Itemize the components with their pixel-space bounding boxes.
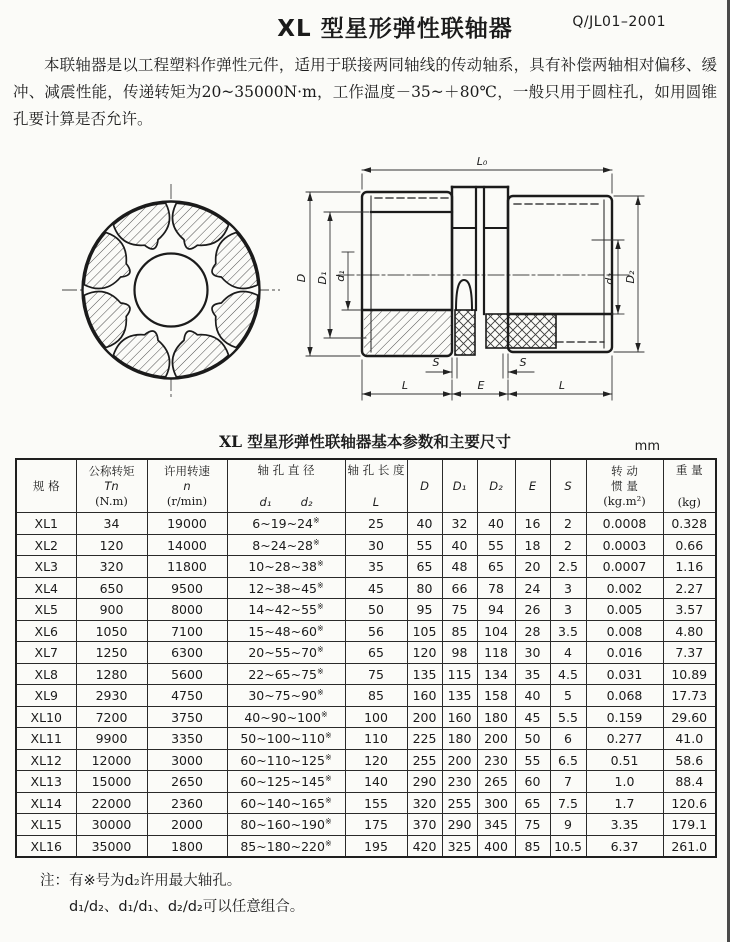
cell-D1: 230 [442,771,477,793]
dim-label-d2: d₂ [603,273,616,286]
cell-n: 4750 [147,685,227,707]
section-view [295,155,644,400]
cell-S: 3.5 [550,620,586,642]
cell-tn: 30000 [76,814,147,836]
cell-model: XL3 [16,556,76,578]
cell-model: XL2 [16,534,76,556]
table-row [16,771,716,793]
cell-D: 105 [407,620,442,642]
cell-D1: 48 [442,556,477,578]
table-row [16,835,716,857]
cell-E: 20 [515,556,550,578]
cell-tn: 1280 [76,663,147,685]
dim-label-S-left: S [432,356,440,370]
table-row [16,663,716,685]
cell-D: 420 [407,835,442,857]
table-row [16,706,716,728]
cell-n: 3000 [147,749,227,771]
spider-section-right [486,314,556,348]
max-bore-mark: ※ [316,602,324,612]
cell-D2: 158 [477,685,515,707]
cell-D2: 94 [477,599,515,621]
cell-tn: 9900 [76,728,147,750]
max-bore-mark: ※ [316,645,324,655]
dim-label-D1: D₁ [316,271,329,285]
max-bore-mark: ※ [320,709,328,719]
cell-l: 85 [345,685,407,707]
col-header-weight: 重 量 (kg) [663,459,716,513]
cell-model: XL10 [16,706,76,728]
cell-E: 30 [515,642,550,664]
col-header-D2: D₂ [477,459,515,513]
cell-E: 28 [515,620,550,642]
cell-j: 6.37 [586,835,663,857]
cell-n: 2650 [147,771,227,793]
cell-w: 4.80 [663,620,716,642]
cell-l: 30 [345,534,407,556]
cell-E: 50 [515,728,550,750]
cell-D1: 200 [442,749,477,771]
cell-D: 120 [407,642,442,664]
cell-D: 40 [407,513,442,535]
cell-j: 0.0008 [586,513,663,535]
table-row [16,599,716,621]
cell-j: 1.0 [586,771,663,793]
cell-w: 2.27 [663,577,716,599]
spider-section-left [455,310,475,355]
max-bore-mark: ※ [313,516,320,526]
note-line-2: d₁/d₂、d₁/d₁、d₂/d₂可以任意组合。 [69,898,305,915]
cell-l: 100 [345,706,407,728]
cell-model: XL1 [16,513,76,535]
cell-D1: 98 [442,642,477,664]
cell-j: 0.159 [586,706,663,728]
cell-d: 30~75~90※ [227,685,345,707]
cell-n: 3750 [147,706,227,728]
cell-D2: 200 [477,728,515,750]
cell-l: 25 [345,513,407,535]
cell-D: 225 [407,728,442,750]
cell-d: 6~19~24※ [227,513,345,535]
table-row [16,728,716,750]
table-row [16,534,716,556]
cell-E: 55 [515,749,550,771]
cell-D: 80 [407,577,442,599]
cell-w: 88.4 [663,771,716,793]
max-bore-mark: ※ [316,559,324,569]
cell-D1: 115 [442,663,477,685]
cell-tn: 2930 [76,685,147,707]
cell-D1: 255 [442,792,477,814]
cell-n: 14000 [147,534,227,556]
col-header-D1: D₁ [442,459,477,513]
cell-j: 0.0007 [586,556,663,578]
table-row [16,513,716,535]
cell-tn: 1250 [76,642,147,664]
table-title-row [0,430,730,454]
table-row [16,749,716,771]
intro-paragraph: 本联轴器是以工程塑料作弹性元件，适用于联接两同轴线的传动轴系，具有补偿两轴相对偏移、缓冲、减震性能，传递转矩为20~35000N·m，工作温度－35~＋80℃，一般只用于圆柱孔，如用圆锥孔要计算是否允许。 [13,56,717,128]
cell-D1: 135 [442,685,477,707]
cell-j: 0.068 [586,685,663,707]
document-header [0,0,730,46]
max-bore-mark: ※ [313,537,320,547]
cell-d: 8~24~28※ [227,534,345,556]
cell-w: 0.328 [663,513,716,535]
cell-model: XL15 [16,814,76,836]
table-unit: mm [634,439,660,455]
cell-D2: 55 [477,534,515,556]
cell-l: 155 [345,792,407,814]
dim-label-L-left: L [401,379,409,393]
cell-S: 5.5 [550,706,586,728]
cell-j: 0.008 [586,620,663,642]
max-bore-mark: ※ [324,774,332,784]
cell-D2: 78 [477,577,515,599]
cell-l: 120 [345,749,407,771]
cell-tn: 35000 [76,835,147,857]
cell-w: 7.37 [663,642,716,664]
table-row [16,685,716,707]
cell-E: 65 [515,792,550,814]
cell-l: 65 [345,642,407,664]
cell-S: 10.5 [550,835,586,857]
dim-label-L-right: L [558,379,566,393]
cell-j: 0.016 [586,642,663,664]
cell-j: 0.51 [586,749,663,771]
cell-j: 0.0003 [586,534,663,556]
cell-D2: 400 [477,835,515,857]
cell-tn: 320 [76,556,147,578]
col-header-speed: 许用转速 n (r/min) [147,459,227,513]
cell-j: 0.002 [586,577,663,599]
cell-S: 9 [550,814,586,836]
cell-d: 80~160~190※ [227,814,345,836]
technical-drawing [0,132,730,428]
cell-d: 10~28~38※ [227,556,345,578]
table-row [16,577,716,599]
col-header-E: E [515,459,550,513]
cell-tn: 650 [76,577,147,599]
cell-l: 140 [345,771,407,793]
dim-label-d1: d₁ [334,270,347,283]
cell-l: 75 [345,663,407,685]
cell-D: 320 [407,792,442,814]
cell-model: XL4 [16,577,76,599]
cell-model: XL5 [16,599,76,621]
max-bore-mark: ※ [316,666,324,676]
cell-w: 0.66 [663,534,716,556]
cell-D2: 265 [477,771,515,793]
cell-D: 255 [407,749,442,771]
cell-l: 50 [345,599,407,621]
cell-D1: 160 [442,706,477,728]
cell-l: 45 [345,577,407,599]
cell-S: 2 [550,513,586,535]
cell-n: 2000 [147,814,227,836]
cell-l: 175 [345,814,407,836]
dim-label-D2: D₂ [624,270,637,284]
cell-S: 5 [550,685,586,707]
cell-E: 60 [515,771,550,793]
col-header-bore-length: 轴 孔 长 度 L [345,459,407,513]
cell-S: 6 [550,728,586,750]
cell-j: 3.35 [586,814,663,836]
cell-E: 26 [515,599,550,621]
cell-D2: 345 [477,814,515,836]
cell-D1: 85 [442,620,477,642]
max-bore-mark: ※ [324,752,332,762]
front-view [62,184,280,400]
cell-D: 290 [407,771,442,793]
cell-tn: 12000 [76,749,147,771]
cell-d: 40~90~100※ [227,706,345,728]
left-hub-hatch [364,312,452,355]
max-bore-mark: ※ [316,688,324,698]
col-header-bore-diameter: 轴 孔 直 径 d₁ d₂ [227,459,345,513]
dim-label-D: D [295,274,308,283]
cell-j: 1.7 [586,792,663,814]
cell-w: 10.89 [663,663,716,685]
cell-E: 24 [515,577,550,599]
cell-model: XL7 [16,642,76,664]
cell-w: 3.57 [663,599,716,621]
cell-E: 16 [515,513,550,535]
table-row [16,792,716,814]
cell-w: 41.0 [663,728,716,750]
cell-model: XL8 [16,663,76,685]
cell-S: 7.5 [550,792,586,814]
cell-E: 40 [515,685,550,707]
cell-n: 2360 [147,792,227,814]
cell-E: 75 [515,814,550,836]
cell-d: 60~110~125※ [227,749,345,771]
dim-label-S-right: S [519,356,527,370]
cell-model: XL12 [16,749,76,771]
cell-n: 3350 [147,728,227,750]
cell-D: 65 [407,556,442,578]
cell-d: 14~42~55※ [227,599,345,621]
bore-circle [135,254,208,327]
cell-D2: 134 [477,663,515,685]
cell-D: 55 [407,534,442,556]
max-bore-mark: ※ [324,795,332,805]
cell-n: 1800 [147,835,227,857]
table-header [16,459,716,513]
standard-code: Q/JL01–2001 [572,14,666,30]
cell-w: 261.0 [663,835,716,857]
cell-l: 35 [345,556,407,578]
cell-l: 110 [345,728,407,750]
cell-n: 6300 [147,642,227,664]
max-bore-mark: ※ [324,817,332,827]
cell-d: 22~65~75※ [227,663,345,685]
cell-D: 160 [407,685,442,707]
cell-D2: 118 [477,642,515,664]
cell-j: 0.005 [586,599,663,621]
cell-w: 58.6 [663,749,716,771]
max-bore-mark: ※ [316,580,324,590]
cell-D1: 40 [442,534,477,556]
cell-S: 2.5 [550,556,586,578]
cell-model: XL16 [16,835,76,857]
max-bore-mark: ※ [324,731,332,741]
cell-S: 7 [550,771,586,793]
cell-n: 11800 [147,556,227,578]
max-bore-mark: ※ [324,838,332,848]
cell-D1: 180 [442,728,477,750]
cell-d: 60~140~165※ [227,792,345,814]
cell-tn: 1050 [76,620,147,642]
cell-D1: 32 [442,513,477,535]
cell-S: 3 [550,577,586,599]
cell-D: 135 [407,663,442,685]
cell-w: 17.73 [663,685,716,707]
cell-D: 95 [407,599,442,621]
cell-E: 45 [515,706,550,728]
cell-n: 19000 [147,513,227,535]
cell-S: 4.5 [550,663,586,685]
cell-w: 179.1 [663,814,716,836]
table-title: XL 型星形弹性联轴器基本参数和主要尺寸 [219,432,511,452]
col-header-D: D [407,459,442,513]
table-body [16,513,716,858]
cell-w: 29.60 [663,706,716,728]
cell-S: 2 [550,534,586,556]
cell-D2: 300 [477,792,515,814]
cell-w: 1.16 [663,556,716,578]
col-header-spec: 规 格 [16,459,76,513]
cell-l: 56 [345,620,407,642]
cell-tn: 15000 [76,771,147,793]
cell-n: 8000 [147,599,227,621]
cell-model: XL6 [16,620,76,642]
table-row [16,642,716,664]
cell-E: 35 [515,663,550,685]
cell-E: 85 [515,835,550,857]
cell-D2: 104 [477,620,515,642]
parameters-table [15,458,717,858]
table-row [16,556,716,578]
cell-D: 370 [407,814,442,836]
cell-S: 6.5 [550,749,586,771]
cell-tn: 22000 [76,792,147,814]
note-line-1: 注：有※号为d₂许用最大轴孔。 [40,873,242,890]
cell-model: XL11 [16,728,76,750]
cell-D: 200 [407,706,442,728]
cell-E: 18 [515,534,550,556]
table-row [16,620,716,642]
cell-S: 3 [550,599,586,621]
cell-model: XL14 [16,792,76,814]
cell-D1: 325 [442,835,477,857]
cell-tn: 900 [76,599,147,621]
cell-D2: 40 [477,513,515,535]
cell-D1: 66 [442,577,477,599]
cell-n: 5600 [147,663,227,685]
cell-D1: 290 [442,814,477,836]
cell-d: 50~100~110※ [227,728,345,750]
cell-tn: 120 [76,534,147,556]
max-bore-mark: ※ [316,623,324,633]
cell-D1: 75 [442,599,477,621]
dim-label-L0: L₀ [476,155,488,169]
cell-d: 20~55~70※ [227,642,345,664]
cell-j: 0.031 [586,663,663,685]
page-title: XL 型星形弹性联轴器 [277,16,513,42]
cell-D2: 230 [477,749,515,771]
cell-tn: 34 [76,513,147,535]
table-row [16,814,716,836]
dim-label-E: E [477,379,485,393]
cell-n: 9500 [147,577,227,599]
cell-tn: 7200 [76,706,147,728]
cell-D2: 180 [477,706,515,728]
cell-j: 0.277 [586,728,663,750]
cell-d: 15~48~60※ [227,620,345,642]
cell-l: 195 [345,835,407,857]
col-header-torque: 公称转矩 Tn (N.m) [76,459,147,513]
spider-lobe-dome [456,280,472,310]
cell-D2: 65 [477,556,515,578]
cell-n: 7100 [147,620,227,642]
cell-d: 85~180~220※ [227,835,345,857]
footnotes [40,869,730,920]
col-header-S: S [550,459,586,513]
cell-model: XL9 [16,685,76,707]
cell-d: 12~38~45※ [227,577,345,599]
cell-S: 4 [550,642,586,664]
cell-model: XL13 [16,771,76,793]
col-header-inertia: 转 动 惯 量 (kg.m²) [586,459,663,513]
cell-w: 120.6 [663,792,716,814]
cell-d: 60~125~145※ [227,771,345,793]
